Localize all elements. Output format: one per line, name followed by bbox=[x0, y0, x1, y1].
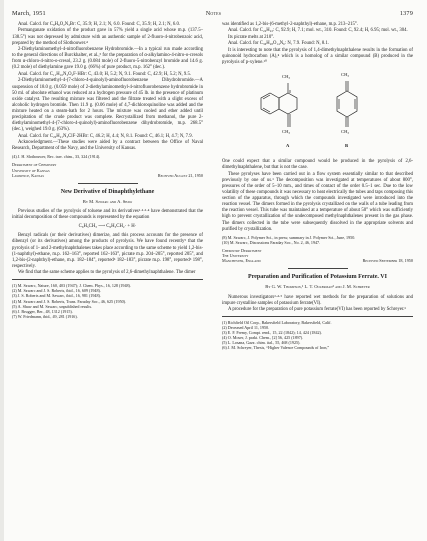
paragraph: It is interesting to note that the pyrolysis of 1,4-dimethylnaphthalene results in the formation of quinonoid hydrocarbon (A),⁸ which is a homolog of a similar compound (B) produced in the pyrolysis of p-xylene.¹⁰ bbox=[222, 47, 413, 66]
paragraph: We find that the same scheme applies to the pyrolysis of 2,6-dimethylnaphthalene. The dimer bbox=[18, 270, 196, 276]
footnote: (4) J. H. Slothouwer, Rec. trav. chim., 33, 324 (1914). bbox=[12, 154, 101, 160]
footnote-divider bbox=[222, 316, 413, 317]
paragraph: Anal. Calcd. for C₃₆H₂₈O₁₄N₆: N, 7.9. Found: N, 8.1. bbox=[228, 41, 330, 47]
footnote: (4) O. Moser, J. prakt. Chem., [2] 56, 425 (1897). bbox=[222, 335, 304, 341]
substituent-label-a-bottom: CH₃ bbox=[282, 129, 290, 135]
footnote: (1) M. Szwarc, Nature, 160, 403 (1947); J. Chem. Phys., 16, 128 (1948). bbox=[12, 283, 131, 289]
paragraph: 2-Diethylaminomethyl-4-(7-chloro-4-quinolyl)-aminofluorobenzene Dihydrobromide.—A suspension of 18.0 g. (0.059 mole) of 2-diethylaminomethyl-4-nitrofluorobenzene hydrobromide in 50 ml. of absolute ethanol was reduced at a hydrogen pressure of 45 lb. in the presence of platinum oxide catalyst. The resulting mixture was filtered and the filtrate treated with a slight excess of alcoholic hydrogen bromide. Then 11.9 g. (0.06 mole) of 4,7-dichloroquinoline was added and the mixture heated on a steam-bath for 2 hours. The mixture was cooled and ether added until precipitation of the crude product was complete. Recrystallized from methanol, the pure 2-diethylaminomethyl-4-(7-chloro-4-quinolyl)-aminofluorobenzene dihydrobromide, m.p. 268.5° (dec.), weighed 19.0 g. (63%). bbox=[12, 78, 203, 133]
affiliation-city: Manchester, England bbox=[222, 258, 261, 264]
affiliation-univ: University of Kansas bbox=[12, 167, 50, 173]
footnote: (3) J. S. Roberts and M. Szwarc, ibid., 16, 981 (1948). bbox=[12, 293, 101, 299]
paragraph: was identified as 1,2-bis-(6-methyl-2-naphthyl)-ethane, m.p. 213–215°. bbox=[222, 22, 358, 27]
paragraph: Benzyl radicals (or their derivatives) dimerize, and this process accounts for the presence of dibenzyl (or its derivatives) among the products of pyrolysis. We have found recently⁵ that the pyrolysis of 1- and 2-methylnaphthalenes takes place according to the same scheme to yield 1,2-bis-(1-naphthyl)-ethane, m.p. 162–163°, reported 162–163°, picrate m.p. 204–205°, reported 205°, and 1,2-bis-(2-naphthyl)-ethane, m.p. 182–184°, reported⁶ 182–183°, picrate m.p. 198°, reported⁶ 198°, respectively. bbox=[12, 233, 203, 269]
structure-svg bbox=[222, 69, 413, 157]
compound-label-b: B bbox=[345, 143, 349, 149]
article-byline: By G. W. Thompson,¹ L. T. Ockerman² and J. M. Schreyer bbox=[265, 284, 370, 290]
compound-label-a: A bbox=[286, 143, 290, 149]
substituent-label-b-bottom: CH₃ bbox=[341, 129, 349, 135]
affiliation-dept: Department of Chemistry bbox=[12, 162, 57, 168]
footnote: (2) Deceased April 11, 1950. bbox=[222, 325, 270, 331]
paragraph: Permanganate oxidation of the product gave in 57% yield a single acid whose m.p. (137.5–138.5°) was not depressed by admixture with an authentic sample of 2-fluoro-4-nitrobenzoic acid, prepared by the method of Slothouwer.⁴ bbox=[12, 28, 203, 46]
paragraph: These pyrolyses have been carried out in a flow system essentially similar to that described previously by one of us.¹ The decomposition was investigated at temperatures of about 800°, pressures of the order of 5–10 mm., and times of contact of the order 0.5–1 sec. Due to the low volatility of these compounds it was necessary to heat electrically the tubes and taps composing this section of the apparatus, through which the compounds investigated were introduced into the reaction vessel. The dimers formed in the pyrolysis crystallized on the walls of a tube leading from the reaction vessel. This tube was maintained at a temperature of about 50° which was sufficiently high to prevent crystallization of the undecomposed methylnaphthalenes present in the gas phase. The dimers collected in the tube were subsequently dissolved in the appropriate solvents and purified by crystallization. bbox=[222, 171, 413, 232]
structure-diagram bbox=[222, 69, 413, 157]
footnote: (2) M. Szwarc and J. S. Roberts, ibid., 16, 609 (1948). bbox=[12, 288, 101, 294]
article-title: New Derivative of Dinaphthylethane bbox=[60, 188, 155, 195]
acknowledgment: Acknowledgment.—These studies were aided by a contract between the Office of Naval Research, Department of the Navy, and the University of Kansas. bbox=[12, 140, 203, 152]
affiliation-block bbox=[12, 162, 203, 178]
affiliation-univ: The University bbox=[222, 253, 249, 259]
paragraph: Its picrate melts at 210°. bbox=[228, 34, 275, 40]
header-page-number: 1379 bbox=[399, 10, 413, 17]
footnote: (4) M. Szwarc and J. S. Roberts, Trans. Faraday Soc., 46, 625 (1950). bbox=[12, 298, 127, 304]
structure-b bbox=[337, 81, 357, 127]
substituent-label-b-top: CH₃ bbox=[341, 72, 349, 78]
article-title: Preparation and Purification of Potassium Ferrate. VI bbox=[248, 274, 387, 281]
paragraph: One could expect that a similar compound would be produced in the pyrolysis of 2,6-dimethylnaphthalene, but that is not the case. bbox=[222, 159, 413, 171]
affiliation-city: Lawrence, Kansas bbox=[12, 172, 45, 178]
substituent-label-a-top: CH₃ bbox=[282, 74, 290, 80]
paragraph: Anal. Calcd. for C₁₁H₁₆N₂O₂F·HBr: C, 43.0; H, 5.2; N, 9.1. Found: C, 42.9; H, 5.2; N, 9.5. bbox=[18, 71, 192, 77]
left-column bbox=[12, 22, 203, 319]
received-date: Received August 21, 1950 bbox=[157, 172, 203, 178]
footnote: (3) E. F. Fremy, Compt. rend., 15, 22 (1842); 14, 424 (1842). bbox=[222, 330, 322, 336]
paragraph: Anal. Calcd. for C₂₄H₂₂: C, 92.9; H, 7.1; mol. wt., 310. Found: C, 92.4; H, 6.95; mol. wt., 304. bbox=[228, 28, 408, 34]
footnote: (10) M. Szwarc, Discussions Faraday Soc., No. 2, 46, 1947. bbox=[222, 239, 321, 245]
paragraph: Anal. Calcd. for C₂₀H₂₁N₃ClF·2HBr: C, 46.2; H, 4.4; N, 8.1. Found: C, 46.1; H, 4.7; N, 7.9. bbox=[18, 133, 193, 139]
article-divider bbox=[288, 268, 348, 269]
paragraph: 2-Diethylaminomethyl-4-nitrofluorobenzene Hydrobromide.—In a typical run made according to the general directions of Burckhalter, et al.,⁵ for the preparation of α-alkylamino-4-nitro-o-cresols from α-chloro-4-nitro-o-cresol, 23.2 g. (0.084 mole) of 2-fluoro-5-nitrobenzyl bromide and 14.6 g. (0.2 mole) of diethylamine gave 19.0 g. (66%) of pure product, m.p. 162° (dec.). bbox=[12, 47, 203, 71]
footnote: (1) Richfield Oil Corp., Bakersfield Laboratory, Bakersfield, Calif. bbox=[222, 320, 332, 326]
footnote: (5) A. Shaw and M. Szwarc, unpublished results. bbox=[12, 303, 93, 309]
right-column bbox=[222, 22, 413, 350]
affiliation-block bbox=[222, 248, 413, 264]
footnote-divider bbox=[12, 279, 203, 280]
affiliation-dept: Chemistry Department bbox=[222, 247, 262, 253]
article-divider bbox=[78, 183, 138, 184]
header-section: Notes bbox=[205, 10, 222, 17]
footnote: (8) M. Szwarc, J. Polymer Sci., in press; summary in J. Polymer Sci., June, 1950. bbox=[222, 234, 356, 240]
page-edge-shadow bbox=[0, 0, 4, 541]
affiliation-city-row bbox=[12, 173, 203, 178]
footnote: (6) J. Brugger, Ber., 48, 1312 (1915). bbox=[12, 308, 73, 314]
received-date: Received September 18, 1950 bbox=[362, 258, 413, 264]
affiliation-city-row bbox=[222, 258, 413, 263]
article-byline: By M. Szwarc and A. Shaw bbox=[82, 198, 133, 204]
structure-a bbox=[261, 83, 297, 127]
paragraph: A procedure for the preparation of pure potassium ferrate(VI) has been reported by Schreyer.⁶ bbox=[228, 307, 407, 313]
footnote: (6) J. M. Schreyer, Thesis, “Higher Valence Compounds of Iron,” bbox=[222, 345, 330, 351]
paragraph: Previous studies of the pyrolysis of toluene and its derivatives¹·²·³·⁴ have demonstrated that the initial decomposition of these compounds is represented by the equation bbox=[12, 209, 203, 221]
footnote: (7) W. Friedmann, ibid., 49, 281 (1916). bbox=[12, 313, 78, 319]
reaction-equation: C₆H₅CH₃ ⟶ C₆H₅CH₂· + H· bbox=[78, 224, 137, 230]
paragraph: Numerous investigators³·⁴·⁵ have reported wet methods for the preparation of solutions and impure crystalline samples of potassium ferrate(VI). bbox=[222, 294, 413, 306]
paragraph: Anal. Calcd. for C₈H₈O₂N₃Br: C, 35.9; H, 2.1; N, 6.0. Found: C, 35.9; H, 2.1; N, 6.0. bbox=[18, 22, 181, 27]
header-date: March, 1951 bbox=[12, 10, 46, 17]
footnote: (5) L. Losana, Gazz. chim. ital., 55, 468 (1925). bbox=[222, 340, 301, 346]
